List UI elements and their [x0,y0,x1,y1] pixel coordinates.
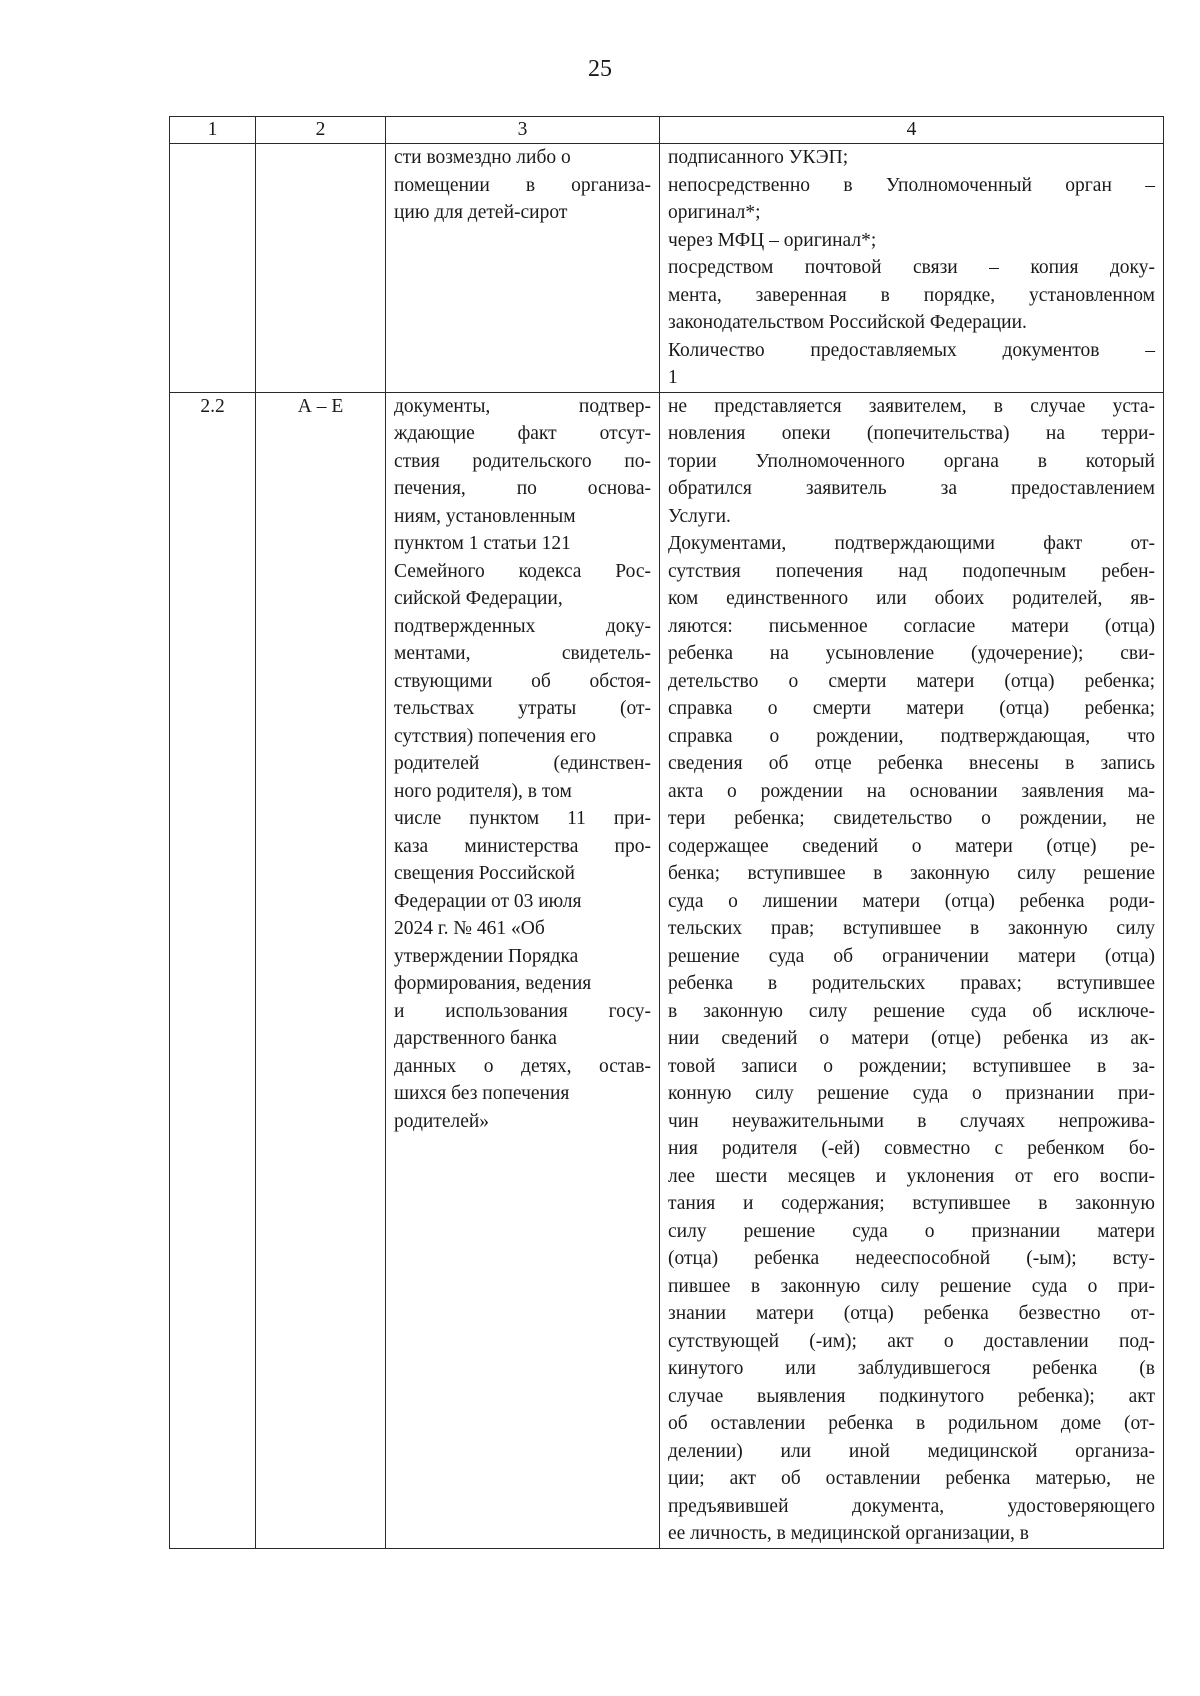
text-line: детельство о смерти матери (отца) ребенка; [668,670,1155,692]
text-line: оригинал*; [668,202,761,223]
text-line: чин неуважительными в случаях непрожива- [668,1110,1155,1132]
table-row [170,144,1164,393]
text-line: родителей» [394,1110,490,1132]
text-line: ребенка на усыновление (удочерение); сви- [668,643,1155,664]
text-line: ждающие факт отсут- [394,423,651,444]
text-line: знании матери (отца) ребенка безвестно от- [668,1303,1155,1324]
text-line: каза министерства про- [394,835,651,857]
text-line: справка о смерти матери (отца) ребенка; [668,698,1155,719]
text-line: родителей (единствен- [394,753,651,774]
text-line: пившее в законную силу решение суда о при- [668,1275,1155,1297]
text-line: тери ребенка; свидетельство о рождении, не [668,808,1155,829]
row1-code [256,144,386,393]
row2-submission-method [660,392,1164,1548]
text-line: сутствующей (-им); акт о доставлении под- [668,1330,1155,1352]
text-line: данных о детях, остав- [394,1055,651,1077]
text-line: цию для детей-сирот [394,202,568,223]
text-line: Услуги. [668,505,731,527]
text-line: в законную силу решение суда об исключе- [668,1000,1155,1022]
text-line: дарственного банка [394,1028,557,1049]
text-line: ного родителя), в том [394,780,572,802]
text-line: тания и содержания; вступившее в законную [668,1193,1155,1214]
text-line: свещения Российской [394,863,575,884]
table-header-row [170,117,1164,144]
text-line: тельских прав; вступившее в законную силу [668,918,1155,939]
header-col-2: 2 [256,117,386,144]
row2-code: А – Е [256,392,386,1548]
text-line: 2024 г. № 461 «Об [394,918,545,939]
text-line: лее шести месяцев и уклонения от его воспи- [668,1165,1155,1187]
text-line: законодательством Российской Федерации. [668,312,1027,333]
text-line: Федерации от 03 июля [394,890,582,912]
text-line: тории Уполномоченного органа в который [668,450,1155,472]
text-line: случае выявления подкинутого ребенка); акт [668,1385,1155,1407]
row1-submission-method [660,144,1164,393]
document-table [169,116,1164,1549]
text-line: ствующими об обстоя- [394,670,651,692]
text-line: подписанного УКЭП; [668,147,849,168]
text-line: ребенка в родительских правах; вступившее [668,973,1155,994]
text-line: утверждении Порядка [394,945,579,967]
text-line: через МФЦ – оригинал*; [668,229,877,251]
text-line: об оставлении ребенка в родильном доме (от- [668,1413,1155,1434]
text-line: сутствия попечения над подопечным ребен- [668,560,1155,582]
text-line: (отца) ребенка недееспособной (-ым); всту- [668,1248,1155,1269]
text-line: ствия родительского по- [394,450,651,472]
row1-document-description [386,144,660,393]
text-line: сутствия) попечения его [394,725,596,747]
text-line: помещении в организа- [394,174,651,196]
text-line: ком единственного или обоих родителей, яв- [668,588,1155,609]
text-line: бенка; вступившее в законную силу решение [668,863,1155,884]
text-line: сведения об отце ребенка внесены в запись [668,753,1155,774]
page-number: 25 [588,56,612,82]
row1-number [170,144,256,393]
text-line: и использования госу- [394,1000,651,1022]
text-line: новления опеки (попечительства) на терри- [668,423,1155,444]
text-line: непосредственно в Уполномоченный орган – [668,174,1155,196]
text-line: товой записи о рождении; вступившее в за- [668,1055,1155,1077]
text-line: акта о рождении на основании заявления ма- [668,780,1155,802]
text-line: документы, подтвер- [394,395,651,417]
text-line: ции; акт об оставлении ребенка матерью, не [668,1468,1155,1489]
text-line: шихся без попечения [394,1083,570,1104]
text-line: содержащее сведений о матери (отце) ре- [668,835,1155,857]
row2-document-description [386,392,660,1548]
text-line: предъявившей документа, удостоверяющего [668,1495,1155,1517]
text-line: не представляется заявителем, в случае уста- [668,395,1155,417]
text-line: ее личность, в медицинской организации, в [668,1523,1029,1544]
text-line: решение суда об ограничении матери (отца) [668,945,1155,967]
text-line: силу решение суда о признании матери [668,1220,1155,1242]
text-line: формирования, ведения [394,973,592,994]
table-row [170,392,1164,1548]
text-line: подтвержденных доку- [394,615,651,637]
text-line: кинутого или заблудившегося ребенка (в [668,1358,1155,1379]
text-line: ментами, свидетель- [394,643,651,664]
text-line: посредством почтовой связи – копия доку- [668,257,1155,278]
text-line: справка о рождении, подтверждающая, что [668,725,1155,747]
text-line: ниям, установленным [394,505,576,527]
text-line: суда о лишении матери (отца) ребенка роди- [668,890,1155,912]
text-line: сти возмездно либо о [394,147,571,168]
text-line: числе пунктом 11 при- [394,808,651,829]
text-line: обратился заявитель за предоставлением [668,478,1155,499]
header-col-1: 1 [170,117,256,144]
text-line: ляются: письменное согласие матери (отца) [668,615,1155,637]
header-col-4: 4 [660,117,1164,144]
text-line: нии сведений о матери (отце) ребенка из ак- [668,1028,1155,1049]
text-line: пунктом 1 статьи 121 [394,533,571,554]
header-col-3: 3 [386,117,660,144]
text-line: Семейного кодекса Рос- [394,560,651,582]
row2-number: 2.2 [170,392,256,1548]
text-line: Количество предоставляемых документов – [668,339,1155,361]
text-line: тельствах утраты (от- [394,698,651,719]
text-line: ния родителя (-ей) совместно с ребенком бо- [668,1138,1155,1159]
text-line: Документами, подтверждающими факт от- [668,533,1155,554]
text-line: печения, по основа- [394,478,651,499]
text-line: мента, заверенная в порядке, установленном [668,284,1155,306]
text-line: конную силу решение суда о признании при- [668,1083,1155,1104]
text-line: делении) или иной медицинской организа- [668,1440,1155,1462]
text-line: 1 [668,367,678,388]
text-line: сийской Федерации, [394,588,563,609]
